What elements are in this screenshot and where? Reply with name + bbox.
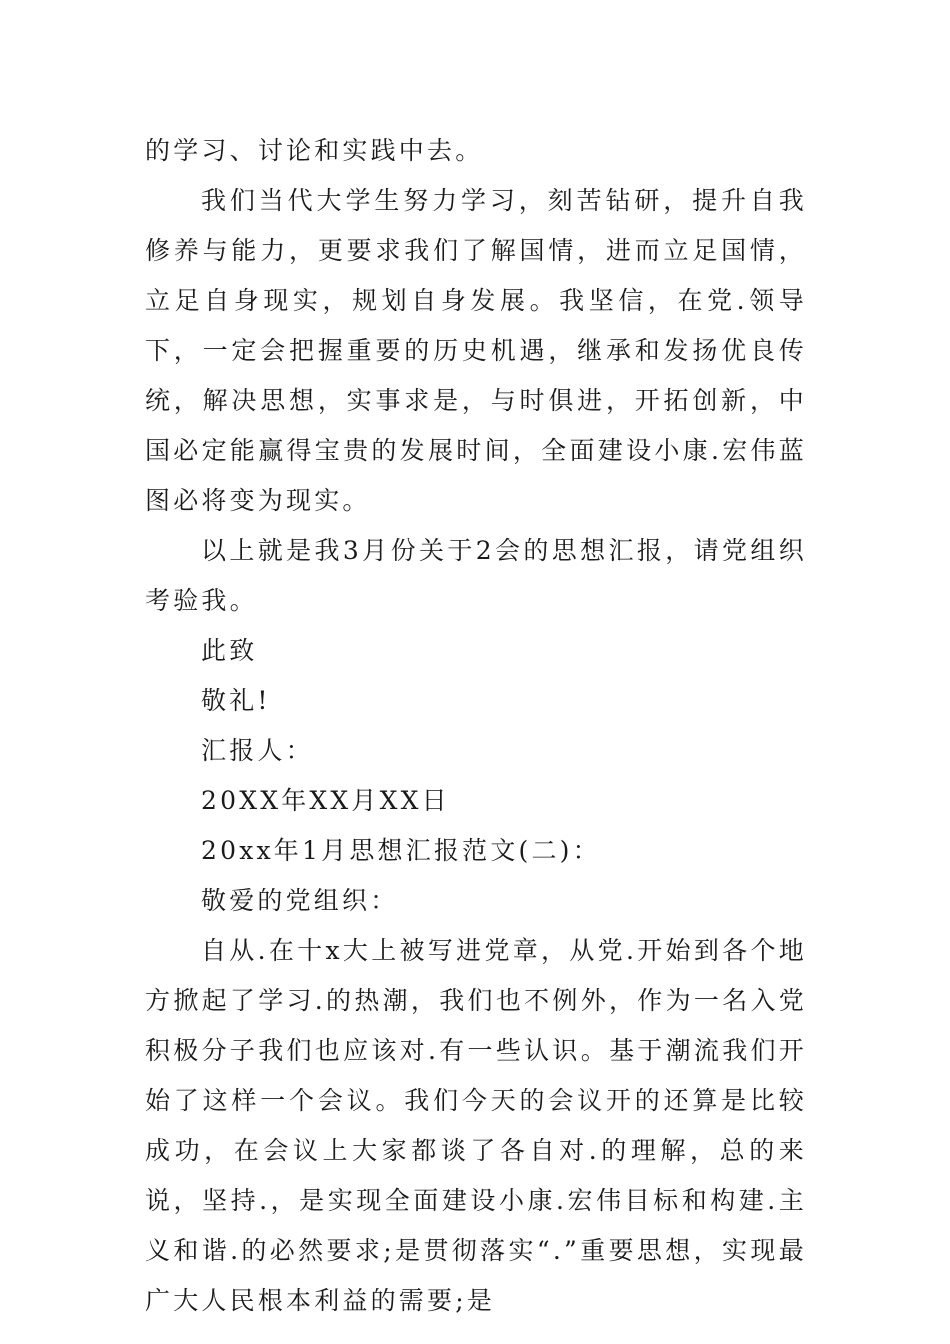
salutation-cizhi: 此致 <box>201 636 258 665</box>
paragraph-report-closing: 以上就是我3月份关于2会的思想汇报，请党组织考验我。 <box>145 536 807 615</box>
paragraph-students-study: 我们当代大学生努力学习，刻苦钻研，提升自我修养与能力，更要求我们了解国情，进而立足国情，立足自身现实，规划自身发展。我坚信，在党.领导下，一定会把握重要的历史机遇，继承和发扬优良传统，解决思想，实事求是，与时俱进，开拓创新，中国必定能赢得宝贵的发展时间，全面建设小康.宏伟蓝图必将变为现实。 <box>145 186 807 515</box>
paragraph-meeting: 自从.在十x大上被写进党章，从党.开始到各个地方掀起了学习.的热潮，我们也不例外，作为一名入党积极分子我们也应该对.有一些认识。基于潮流我们开始了这样一个会议。我们今天的会议开的还算是比较成功，在会议上大家都谈了各自对.的理解，总的来说，坚持.，是实现全面建设小康.宏伟目标和构建.主义和谐.的必然要求;是贯彻落实“.”重要思想，实现最广大人民根本利益的需要;是 <box>145 936 807 1315</box>
sample-title: 20xx年1月思想汇报范文(二)： <box>201 836 601 865</box>
paragraph-continuation: 的学习、讨论和实践中去。 <box>145 136 484 165</box>
reporter-label: 汇报人： <box>201 736 314 765</box>
document-body <box>145 126 807 1326</box>
salutation-jingli: 敬礼! <box>201 686 271 715</box>
report-date: 20XX年XX月XX日 <box>201 786 450 815</box>
greeting: 敬爱的党组织： <box>201 886 399 915</box>
